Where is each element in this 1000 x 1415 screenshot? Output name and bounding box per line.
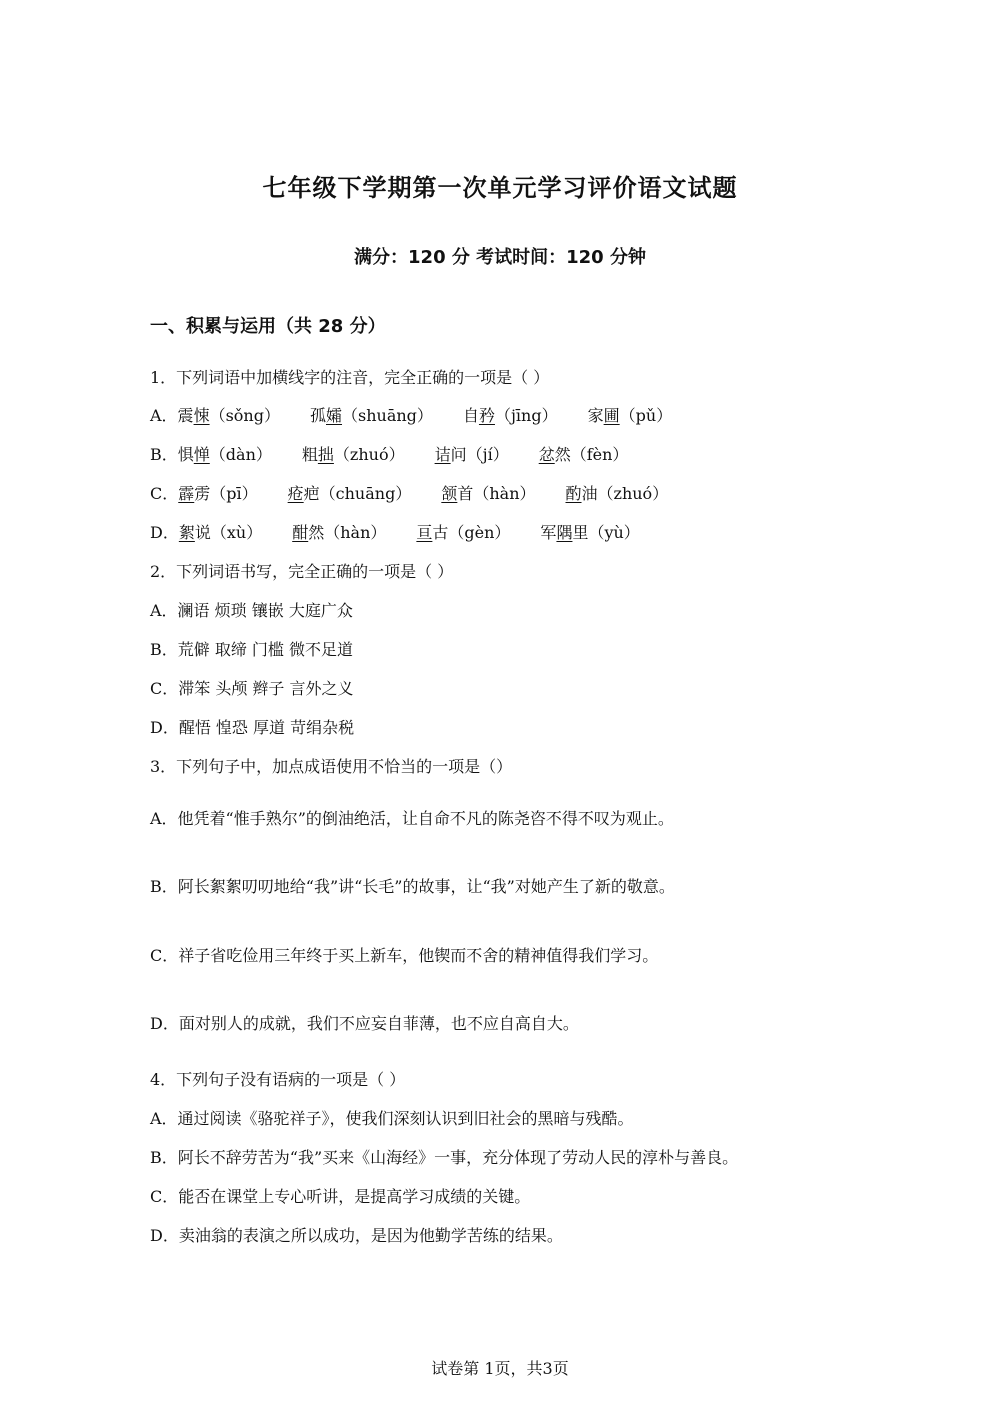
text: B．惧 (150, 445, 194, 464)
q4-option-d[interactable]: D．卖油翁的表演之所以成功，是因为他勤学苦练的结果。 (150, 1226, 563, 1245)
q1-stem: 1．下列词语中加横线字的注音，完全正确的一项是（ ） (150, 368, 550, 387)
q1-option-c[interactable] (150, 483, 668, 505)
text: 家 (587, 406, 604, 425)
underlined-char: 酌 (565, 484, 582, 503)
underlined-char: 疮 (287, 484, 304, 503)
q3-option-c[interactable]: C．祥子省吃俭用三年终于买上新车，他锲而不舍的精神值得我们学习。 (150, 946, 659, 965)
text: 孤 (309, 406, 326, 425)
text: 说（xù） (194, 523, 263, 542)
q1-option-b[interactable] (150, 444, 628, 466)
pinyin: （shuāng） (342, 406, 433, 425)
underlined-char: 亘 (416, 523, 433, 542)
underlined-char: 霹 (178, 484, 195, 503)
text: D． (150, 523, 179, 542)
text: 古（gèn） (432, 523, 511, 542)
q3-option-a[interactable]: A．他凭着“惟手熟尔”的倒油绝活，让自命不凡的陈尧咨不得不叹为观止。 (150, 809, 674, 828)
exam-title: 七年级下学期第一次单元学习评价语文试题 (262, 174, 738, 202)
underlined-char: 酣 (292, 523, 309, 542)
underlined-char: 隅 (556, 523, 573, 542)
q4-option-c[interactable]: C．能否在课堂上专心听讲，是提高学习成绩的关键。 (150, 1187, 531, 1206)
text: 军 (540, 523, 557, 542)
pinyin: （jīng） (494, 406, 558, 425)
underlined-char: 拙 (317, 445, 334, 464)
q4-option-b[interactable]: B．阿长不辞劳苦为“我”买来《山海经》一事，充分体现了劳动人民的淳朴与善良。 (150, 1148, 739, 1167)
underlined-char: 圃 (603, 406, 620, 425)
q2-option-c[interactable]: C．滞笨 头颅 辫子 言外之义 (150, 679, 354, 698)
pinyin: （dàn） (209, 445, 272, 464)
text: 雳（pī） (194, 484, 258, 503)
underlined-char: 悚 (193, 406, 210, 425)
q2-stem: 2．下列词语书写，完全正确的一项是（ ） (150, 562, 454, 581)
q3-option-d[interactable]: D．面对别人的成就，我们不应妄自菲薄，也不应自高自大。 (150, 1014, 579, 1033)
pinyin: （pǔ） (619, 406, 673, 425)
exam-subtitle: 满分：120 分 考试时间：120 分钟 (354, 247, 646, 268)
underlined-char: 忿 (538, 445, 555, 464)
text: 里（yù） (572, 523, 640, 542)
underlined-char: 孀 (326, 406, 343, 425)
q4-stem: 4．下列句子没有语病的一项是（ ） (150, 1070, 406, 1089)
q2-option-d[interactable]: D．醒悟 惶恐 厚道 苛绢杂税 (150, 718, 355, 737)
text: 然（hàn） (308, 523, 387, 542)
q1-option-a[interactable] (150, 405, 672, 427)
text: 首（hàn） (457, 484, 536, 503)
text: 问（jí） (450, 445, 509, 464)
text: 粗 (301, 445, 318, 464)
underlined-char: 颔 (441, 484, 458, 503)
q4-option-a[interactable]: A．通过阅读《骆驼祥子》，使我们深刻认识到旧社会的黑暗与残酷。 (150, 1109, 634, 1128)
underlined-char: 惮 (193, 445, 210, 464)
text: C． (150, 484, 179, 503)
underlined-char: 诘 (434, 445, 451, 464)
section-heading: 一、积累与运用（共 28 分） (150, 316, 386, 337)
underlined-char: 矜 (478, 406, 495, 425)
text: 疤（chuāng） (303, 484, 412, 503)
q3-stem: 3．下列句子中，加点成语使用不恰当的一项是（） (150, 757, 513, 776)
pinyin: （zhuó） (333, 445, 405, 464)
page-footer: 试卷第 1页，共3页 (431, 1359, 569, 1378)
text: 然（fèn） (554, 445, 629, 464)
q1-option-d[interactable] (150, 522, 640, 544)
text: 油（zhuó） (581, 484, 669, 503)
underlined-char: 絮 (178, 523, 195, 542)
text: A．震 (150, 406, 194, 425)
text: 自 (462, 406, 479, 425)
q2-option-b[interactable]: B．荒僻 取缔 门槛 微不足道 (150, 640, 354, 659)
pinyin: （sǒng） (209, 406, 280, 425)
q3-option-b[interactable]: B．阿长絮絮叨叨地给“我”讲“长毛”的故事，让“我”对她产生了新的敬意。 (150, 877, 675, 896)
q2-option-a[interactable]: A．澜语 烦琐 镶嵌 大庭广众 (150, 601, 353, 620)
